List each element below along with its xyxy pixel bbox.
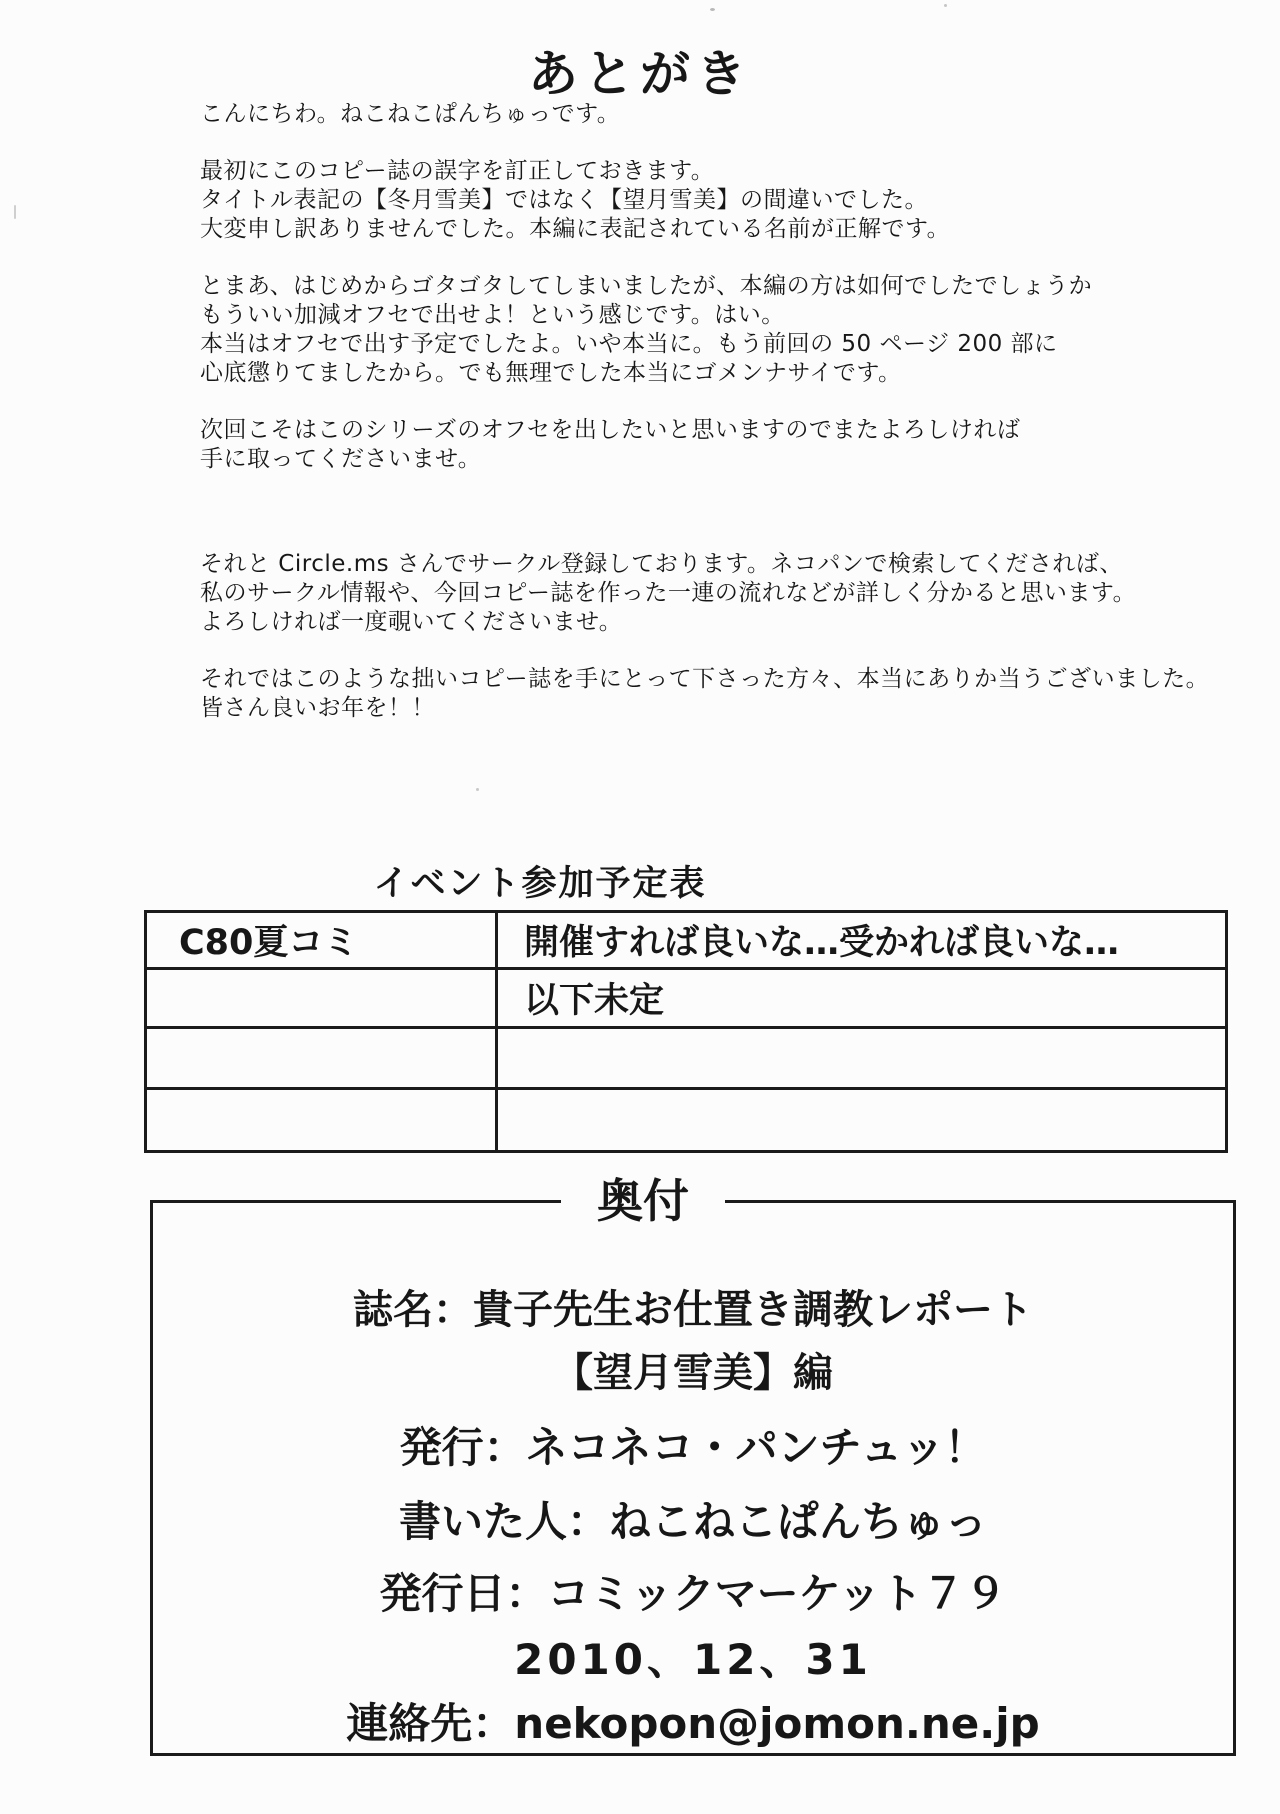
text-line: 本当はオフセで出す予定でしたよ。いや本当に。もう前回の 50 ページ 200 部に [200, 331, 1058, 357]
event-cell [146, 1089, 497, 1152]
text-line: それではこのような拙いコピー誌を手にとって下さった方々、本当にありか当うございました。 [200, 666, 1210, 692]
note-cell: 以下未定 [497, 969, 1227, 1028]
note-cell [497, 1028, 1227, 1089]
colophon-contact-line: 連絡先：nekopon@jomon.ne.jp [346, 1699, 1040, 1748]
event-cell [146, 1028, 497, 1089]
afterword-paragraph [200, 157, 1220, 244]
note-cell [497, 1089, 1227, 1152]
text-line: 大変申し訳ありませんでした。本編に表記されている名前が正解です。 [200, 216, 951, 242]
text-line: それと Circle.ms さんでサークル登録しております。ネコパンで検索してくだされば、 [200, 551, 1123, 577]
page-title: あとがき [528, 45, 752, 103]
text-line: よろしければ一度覗いてくださいませ。 [200, 609, 623, 635]
colophon-release-event-line: 発行日：コミックマーケット７９ [379, 1569, 1007, 1618]
colophon-volume-line: 【望月雪美】編 [553, 1350, 833, 1396]
scan-speck [476, 788, 479, 791]
afterword-body [200, 100, 1220, 723]
text-line: タイトル表記の【冬月雪美】ではなく【望月雪美】の間違いでした。 [200, 187, 929, 213]
colophon-box [150, 1174, 1236, 1756]
afterword-paragraph [200, 416, 1220, 474]
colophon-heading: 奥付 [561, 1173, 725, 1229]
event-schedule-heading: イベント参加予定表 [373, 864, 707, 904]
text-line: 次回こそはこのシリーズのオフセを出したいと思いますのでまたよろしければ [200, 417, 1021, 443]
event-schedule-table [144, 910, 1228, 1153]
scan-speck [944, 4, 947, 7]
text-line: 心底懲りてましたから。でも無理でした本当にゴメンナサイです。 [200, 360, 902, 386]
table-row [146, 969, 1227, 1028]
colophon-publisher-line: 発行：ネコネコ・パンチュッ！ [399, 1423, 987, 1472]
text-line: とまあ、はじめからゴタゴタしてしまいましたが、本編の方は如何でしたでしょうか [200, 273, 1093, 299]
afterword-paragraph [200, 550, 1220, 637]
table-row [146, 912, 1227, 969]
colophon-release-date-line: 2010、12、31 [514, 1635, 872, 1684]
text-line: 皆さん良いお年を！！ [200, 695, 435, 721]
note-cell: 開催すれば良いな…受かれば良いな… [497, 912, 1227, 969]
colophon-title-line: 誌名：貴子先生お仕置き調教レポート [353, 1287, 1033, 1333]
scan-speck [710, 8, 715, 11]
table-row [146, 1089, 1227, 1152]
table-row [146, 1028, 1227, 1089]
text-line: 最初にこのコピー誌の誤字を訂正しておきます。 [200, 158, 715, 184]
text-line: 私のサークル情報や、今回コピー誌を作った一連の流れなどが詳しく分かると思います。 [200, 580, 1137, 606]
text-line: もういい加減オフセで出せよ！という感じです。はい。 [200, 302, 785, 328]
afterword-paragraph [200, 272, 1220, 388]
colophon-author-line: 書いた人：ねこねこぱんちゅっ [398, 1497, 987, 1546]
text-line: 手に取ってくださいませ。 [200, 446, 482, 472]
event-cell: C80夏コミ [146, 912, 497, 969]
text-line: こんにちわ。ねこねこぱんちゅっです。 [200, 101, 621, 127]
scan-speck [14, 205, 16, 219]
afterword-paragraph [200, 665, 1220, 723]
afterword-paragraph [200, 100, 1220, 129]
event-cell [146, 969, 497, 1028]
